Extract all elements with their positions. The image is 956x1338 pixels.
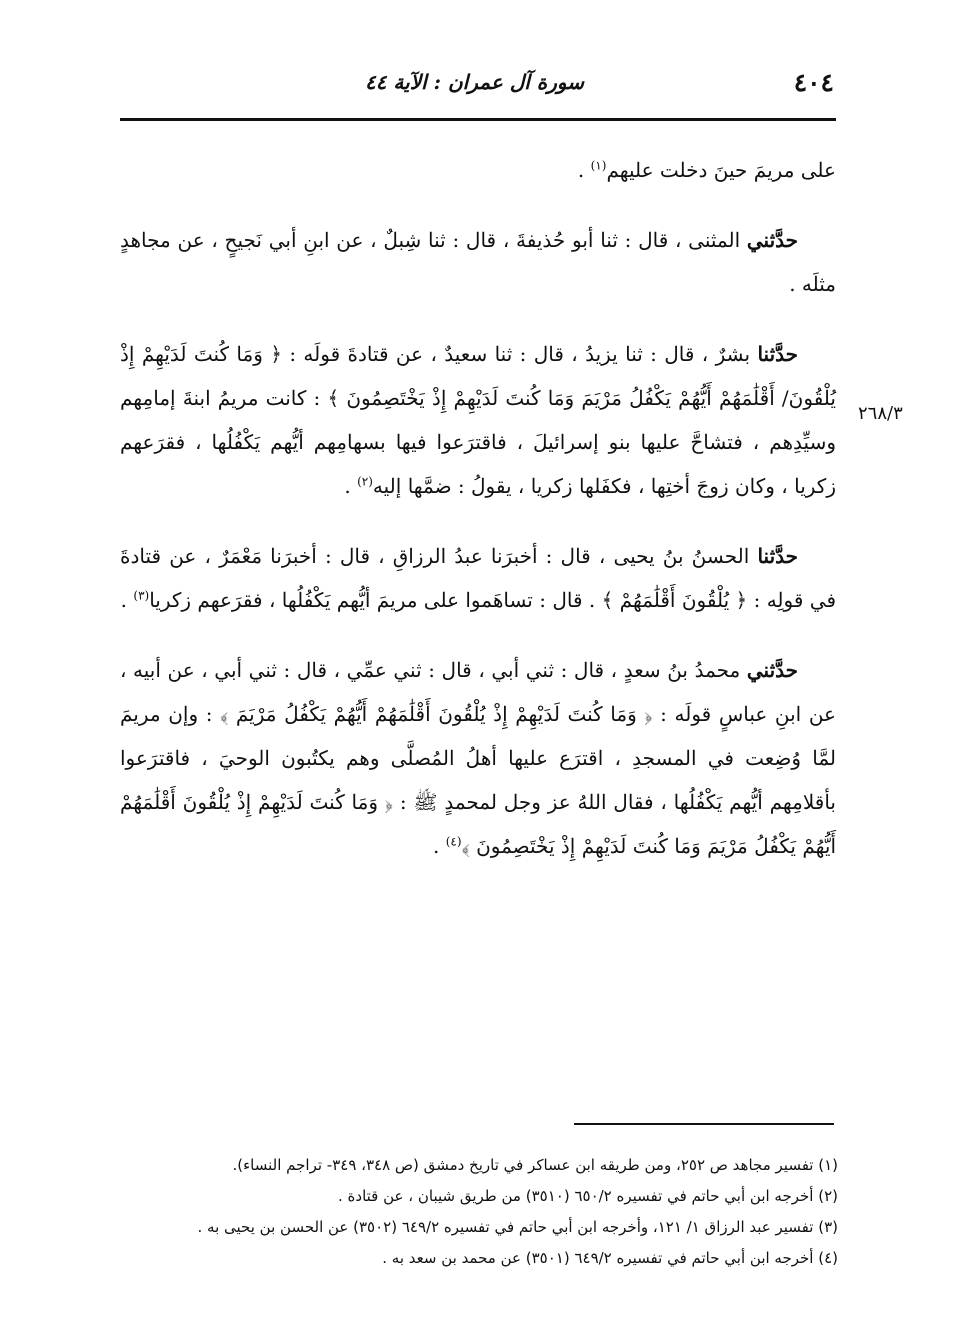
paragraph-text: على مريمَ حينَ دخلت عليهم bbox=[606, 158, 836, 182]
running-title: سورة آل عمران : الآية ٤٤ bbox=[364, 70, 584, 94]
paragraph-end: . bbox=[120, 588, 134, 612]
paragraph-text: المثنى ، قال : ثنا أبو حُذيفةَ ، قال : ثنا شِبلٌ ، عن ابنِ أبي نَجيحٍ ، عن مجاهدٍ مثلَه . bbox=[120, 228, 836, 296]
footnote-ref: (٢) bbox=[357, 474, 373, 489]
paragraph bbox=[120, 332, 836, 508]
paragraph-text: بشرٌ ، قال : ثنا يزيدُ ، قال : ثنا سعيدٌ ، عن قتادةَ قولَه : ﴿ وَمَا كُنتَ لَدَيْهِمْ إِذْ يُلْقُونَ/ أَقْلَٰمَهُمْ أَيُّهُمْ يَكْفُلُ مَرْيَمَ وَمَا كُنتَ لَدَيْهِمْ إِذْ يَخْتَصِمُونَ ﴾ : كانت مريمُ ابنةَ إمامِهم وسيِّدِهم ، فتشاحَّ عليها بنو إسرائيلَ ، فاقترَعوا فيها بسهامِهم أيُّهم يَكْفُلُها ، فقرَعهم زكريا ، وكان زوجَ أختِها ، فكفَلها زكريا ، يقولُ : ضمَّها إليه bbox=[120, 342, 837, 498]
paragraph bbox=[120, 218, 836, 306]
paragraph bbox=[120, 648, 836, 868]
footnote: (١) تفسير مجاهد ص ٢٥٢، ومن طريقه ابن عساكر في تاريخ دمشق (ص ٣٤٨، ٣٤٩- تراجم النساء). bbox=[232, 1156, 838, 1174]
margin-reference: ٢٦٨/٣ bbox=[858, 403, 903, 424]
paragraph-end: . bbox=[344, 474, 358, 498]
paragraph-lead: حدَّثنا bbox=[757, 342, 798, 366]
footnote-rule bbox=[574, 1123, 834, 1125]
main-text bbox=[120, 148, 836, 894]
page-header bbox=[122, 68, 834, 102]
paragraph bbox=[120, 148, 836, 192]
header-rule bbox=[120, 118, 836, 121]
footnote: (٣) تفسير عبد الرزاق ١/ ١٢١، وأخرجه ابن أبي حاتم في تفسيره ٦٤٩/٢ (٣٥٠٢) عن الحسن بن يحيى به . bbox=[197, 1218, 838, 1236]
paragraph-text: الحسنُ بنُ يحيى ، قال : أخبرَنا عبدُ الرزاقِ ، قال : أخبرَنا مَعْمَرٌ ، عن قتادةَ في قولِه : ﴿ يُلْقُونَ أَقْلَٰمَهُمْ ﴾ . قال : تساهَموا على مريمَ أيُّهم يَكْفُلُها ، فقرَعهم زكريا bbox=[120, 544, 836, 612]
paragraph bbox=[120, 534, 836, 622]
footnote: (٢) أخرجه ابن أبي حاتم في تفسيره ٦٥٠/٢ (٣٥١٠) من طريق شيبان ، عن قتادة . bbox=[338, 1187, 838, 1205]
footnote: (٤) أخرجه ابن أبي حاتم في تفسيره ٦٤٩/٢ (٣٥٠١) عن محمد بن سعد به . bbox=[382, 1249, 838, 1267]
paragraph-lead: حدَّثني bbox=[746, 228, 798, 252]
paragraph-end: . bbox=[432, 834, 446, 858]
footnote-ref: (١) bbox=[590, 158, 607, 173]
page-number: ٤٠٤ bbox=[793, 68, 834, 97]
footnote-ref: (٣) bbox=[133, 588, 150, 603]
paragraph-end: . bbox=[577, 158, 591, 182]
footnote-ref: (٤) bbox=[445, 834, 462, 849]
paragraph-text: محمدُ بنُ سعدٍ ، قال : ثني أبي ، قال : ثني عمِّي ، قال : ثني أبي ، عن أبيه ، عن ابنِ عباسٍ قولَه : ﴿ وَمَا كُنتَ لَدَيْهِمْ إِذْ يُلْقُونَ أَقْلَٰمَهُمْ أَيُّهُمْ يَكْفُلُ مَرْيَمَ ﴾ : وإن مريمَ لمَّا وُضِعت في المسجدِ ، اقترَع عليها أهلُ المُصلَّى وهم يكتُبون الوحيَ ، فاقترَعوا بأقلامِهم أيُّهم يَكْفُلُها ، فقال اللهُ عز وجل لمحمدٍ ﷺ : ﴿ وَمَا كُنتَ لَدَيْهِمْ إِذْ يُلْقُونَ أَقْلَٰمَهُمْ أَيُّهُمْ يَكْفُلُ مَرْيَمَ وَمَا كُنتَ لَدَيْهِمْ إِذْ يَخْتَصِمُونَ ﴾ bbox=[120, 658, 836, 858]
footnotes bbox=[120, 1150, 838, 1274]
paragraph-lead: حدَّثنا bbox=[757, 544, 798, 568]
paragraph-lead: حدَّثني bbox=[746, 658, 798, 682]
